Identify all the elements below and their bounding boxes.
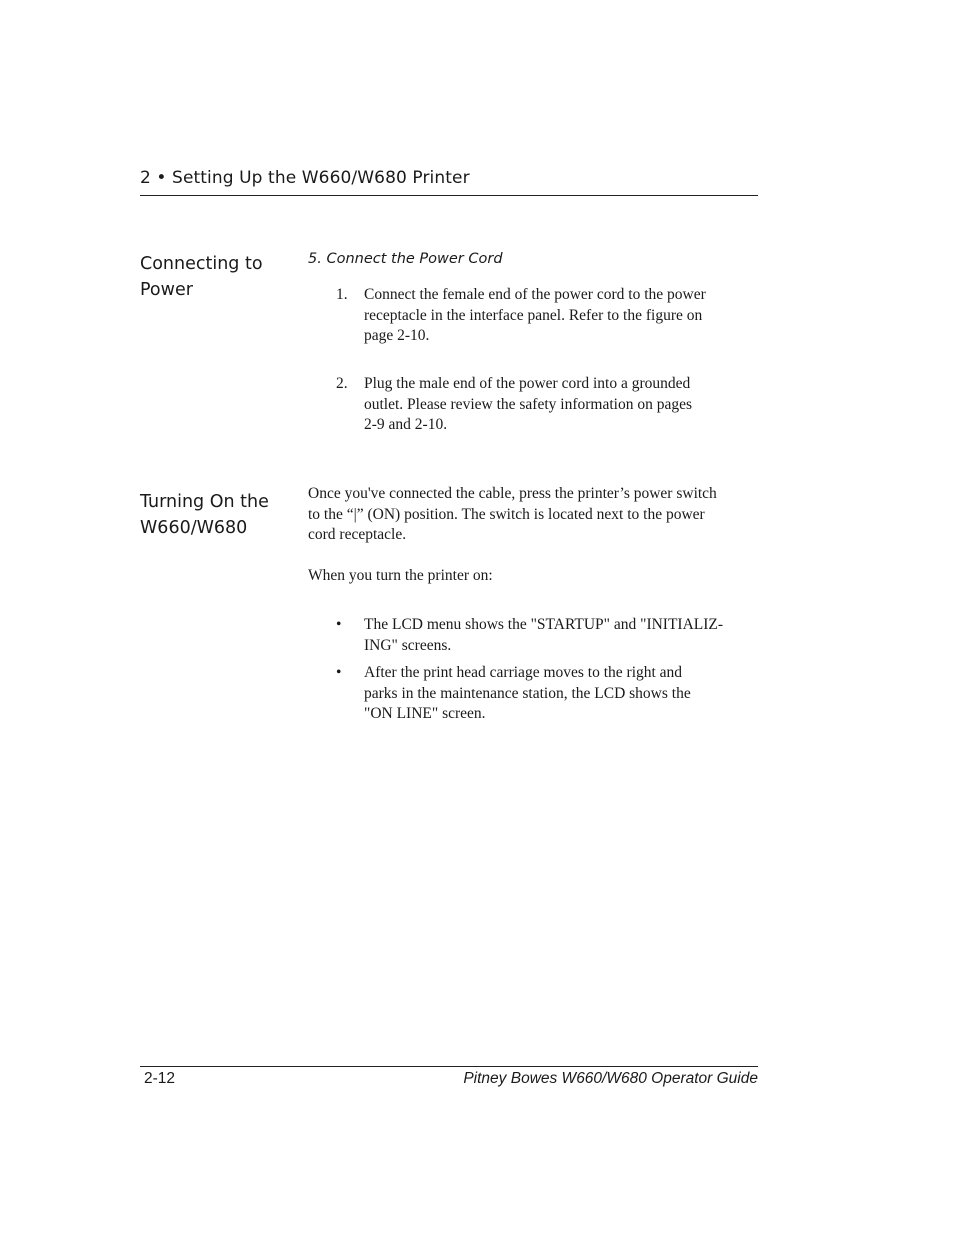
paragraph: When you turn the printer on:	[308, 567, 493, 584]
list-item-text	[364, 285, 759, 347]
section-heading-line: W660/W680	[140, 518, 248, 538]
bullet-marker: •	[336, 664, 342, 681]
guide-title: Pitney Bowes W660/W680 Operator Guide	[463, 1070, 758, 1087]
text-line: Once you've connected the cable, press the printer’s power switch	[308, 485, 717, 502]
text-line: cord receptacle.	[308, 526, 407, 544]
list-item-number: 1.	[336, 286, 348, 303]
chapter-title: 2 • Setting Up the W660/W680 Printer	[140, 168, 470, 188]
section-heading-turning-on	[140, 489, 290, 541]
text-line: outlet. Please review the safety information on pages	[364, 395, 692, 413]
text-line: The LCD menu shows the "STARTUP" and "INITIALIZ-	[364, 616, 724, 633]
step-title: 5. Connect the Power Cord	[308, 251, 503, 267]
list-item-number: 2.	[336, 375, 348, 392]
section-heading-line: Connecting to	[140, 254, 263, 274]
list-item-text	[364, 374, 759, 436]
text-line: parks in the maintenance station, the LCD shows the	[364, 684, 691, 702]
text-line: page 2-10.	[364, 327, 430, 345]
bullet-marker: •	[336, 616, 342, 633]
section-heading-connecting	[140, 251, 290, 303]
header-divider	[140, 195, 758, 196]
footer-divider	[140, 1066, 758, 1067]
text-line: to the “|” (ON) position. The switch is located next to the power	[308, 505, 705, 523]
page-number: 2-12	[144, 1070, 176, 1087]
bullet-item-text	[364, 663, 759, 725]
text-line: 2-9 and 2-10.	[364, 416, 448, 434]
paragraph	[308, 484, 760, 546]
text-line: "ON LINE" screen.	[364, 705, 486, 723]
section-heading-line: Power	[140, 280, 193, 300]
text-line: Connect the female end of the power cord to the power	[364, 286, 706, 303]
section-heading-line: Turning On the	[140, 492, 269, 512]
text-line: receptacle in the interface panel. Refer to the figure on	[364, 306, 703, 324]
text-line: ING" screens.	[364, 636, 452, 654]
text-line: Plug the male end of the power cord into a grounded	[364, 375, 691, 392]
text-line: After the print head carriage moves to the right and	[364, 664, 683, 681]
bullet-item-text	[364, 615, 759, 656]
